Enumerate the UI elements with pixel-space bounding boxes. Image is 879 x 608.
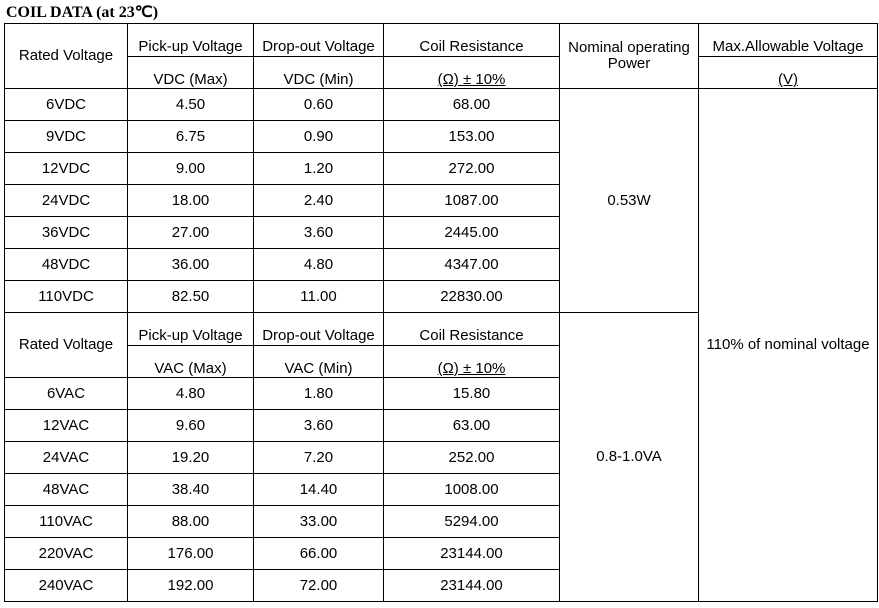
max-voltage-value: 110% of nominal voltage	[699, 89, 878, 602]
pickup-cell: 88.00	[128, 506, 254, 538]
pickup-cell: 192.00	[128, 570, 254, 602]
dropout-cell: 1.20	[254, 153, 384, 185]
ac-dropout-header: Drop-out Voltage	[254, 313, 384, 346]
dropout-cell: 3.60	[254, 217, 384, 249]
max-voltage-unit: (V)	[699, 57, 878, 89]
table-row	[5, 89, 878, 121]
pickup-cell: 4.50	[128, 89, 254, 121]
rated-voltage-cell: 48VDC	[5, 249, 128, 281]
dropout-cell: 2.40	[254, 185, 384, 217]
rated-voltage-cell: 110VDC	[5, 281, 128, 313]
resistance-cell: 23144.00	[384, 538, 560, 570]
pickup-cell: 9.60	[128, 410, 254, 442]
resistance-cell: 5294.00	[384, 506, 560, 538]
resistance-cell: 272.00	[384, 153, 560, 185]
dropout-cell: 0.60	[254, 89, 384, 121]
pickup-cell: 19.20	[128, 442, 254, 474]
rated-voltage-cell: 24VDC	[5, 185, 128, 217]
dc-header-row-1	[5, 24, 878, 57]
pickup-cell: 82.50	[128, 281, 254, 313]
resistance-cell: 153.00	[384, 121, 560, 153]
dc-header-row-2	[5, 57, 878, 89]
dropout-cell: 7.20	[254, 442, 384, 474]
dropout-cell: 14.40	[254, 474, 384, 506]
dropout-cell: 1.80	[254, 378, 384, 410]
pickup-cell: 4.80	[128, 378, 254, 410]
dropout-cell: 33.00	[254, 506, 384, 538]
pickup-cell: 27.00	[128, 217, 254, 249]
ac-rated-voltage-header: Rated Voltage	[5, 313, 128, 378]
rated-voltage-cell: 240VAC	[5, 570, 128, 602]
dc-pickup-unit: VDC (Max)	[128, 57, 254, 89]
dropout-cell: 72.00	[254, 570, 384, 602]
rated-voltage-cell: 6VAC	[5, 378, 128, 410]
document-title: COIL DATA (at 23℃)	[6, 4, 159, 21]
dc-dropout-unit: VDC (Min)	[254, 57, 384, 89]
rated-voltage-cell: 12VAC	[5, 410, 128, 442]
pickup-cell: 38.40	[128, 474, 254, 506]
ac-nominal-power: 0.8-1.0VA	[560, 313, 699, 602]
max-voltage-header: Max.Allowable Voltage	[699, 24, 878, 57]
resistance-cell: 63.00	[384, 410, 560, 442]
rated-voltage-cell: 6VDC	[5, 89, 128, 121]
resistance-cell: 15.80	[384, 378, 560, 410]
ac-resistance-header: Coil Resistance	[384, 313, 560, 346]
dc-resistance-header: Coil Resistance	[384, 24, 560, 57]
resistance-cell: 1087.00	[384, 185, 560, 217]
ac-resistance-unit: (Ω) ± 10%	[384, 346, 560, 378]
dropout-cell: 0.90	[254, 121, 384, 153]
pickup-cell: 9.00	[128, 153, 254, 185]
dc-pickup-header: Pick-up Voltage	[128, 24, 254, 57]
rated-voltage-cell: 110VAC	[5, 506, 128, 538]
pickup-cell: 18.00	[128, 185, 254, 217]
dc-dropout-header: Drop-out Voltage	[254, 24, 384, 57]
dropout-cell: 11.00	[254, 281, 384, 313]
pickup-cell: 6.75	[128, 121, 254, 153]
resistance-cell: 252.00	[384, 442, 560, 474]
rated-voltage-cell: 220VAC	[5, 538, 128, 570]
ac-pickup-unit: VAC (Max)	[128, 346, 254, 378]
rated-voltage-cell: 24VAC	[5, 442, 128, 474]
resistance-cell: 4347.00	[384, 249, 560, 281]
dropout-cell: 66.00	[254, 538, 384, 570]
rated-voltage-cell: 9VDC	[5, 121, 128, 153]
rated-voltage-cell: 36VDC	[5, 217, 128, 249]
resistance-cell: 22830.00	[384, 281, 560, 313]
pickup-cell: 36.00	[128, 249, 254, 281]
resistance-cell: 1008.00	[384, 474, 560, 506]
resistance-cell: 2445.00	[384, 217, 560, 249]
nominal-power-header: Nominal operating Power	[560, 24, 699, 89]
coil-data-table	[4, 23, 878, 602]
pickup-cell: 176.00	[128, 538, 254, 570]
dc-rated-voltage-header: Rated Voltage	[5, 24, 128, 89]
dc-resistance-unit: (Ω) ± 10%	[384, 57, 560, 89]
resistance-cell: 23144.00	[384, 570, 560, 602]
dc-nominal-power: 0.53W	[560, 89, 699, 313]
rated-voltage-cell: 12VDC	[5, 153, 128, 185]
rated-voltage-cell: 48VAC	[5, 474, 128, 506]
resistance-cell: 68.00	[384, 89, 560, 121]
ac-dropout-unit: VAC (Min)	[254, 346, 384, 378]
ac-pickup-header: Pick-up Voltage	[128, 313, 254, 346]
dropout-cell: 3.60	[254, 410, 384, 442]
dropout-cell: 4.80	[254, 249, 384, 281]
